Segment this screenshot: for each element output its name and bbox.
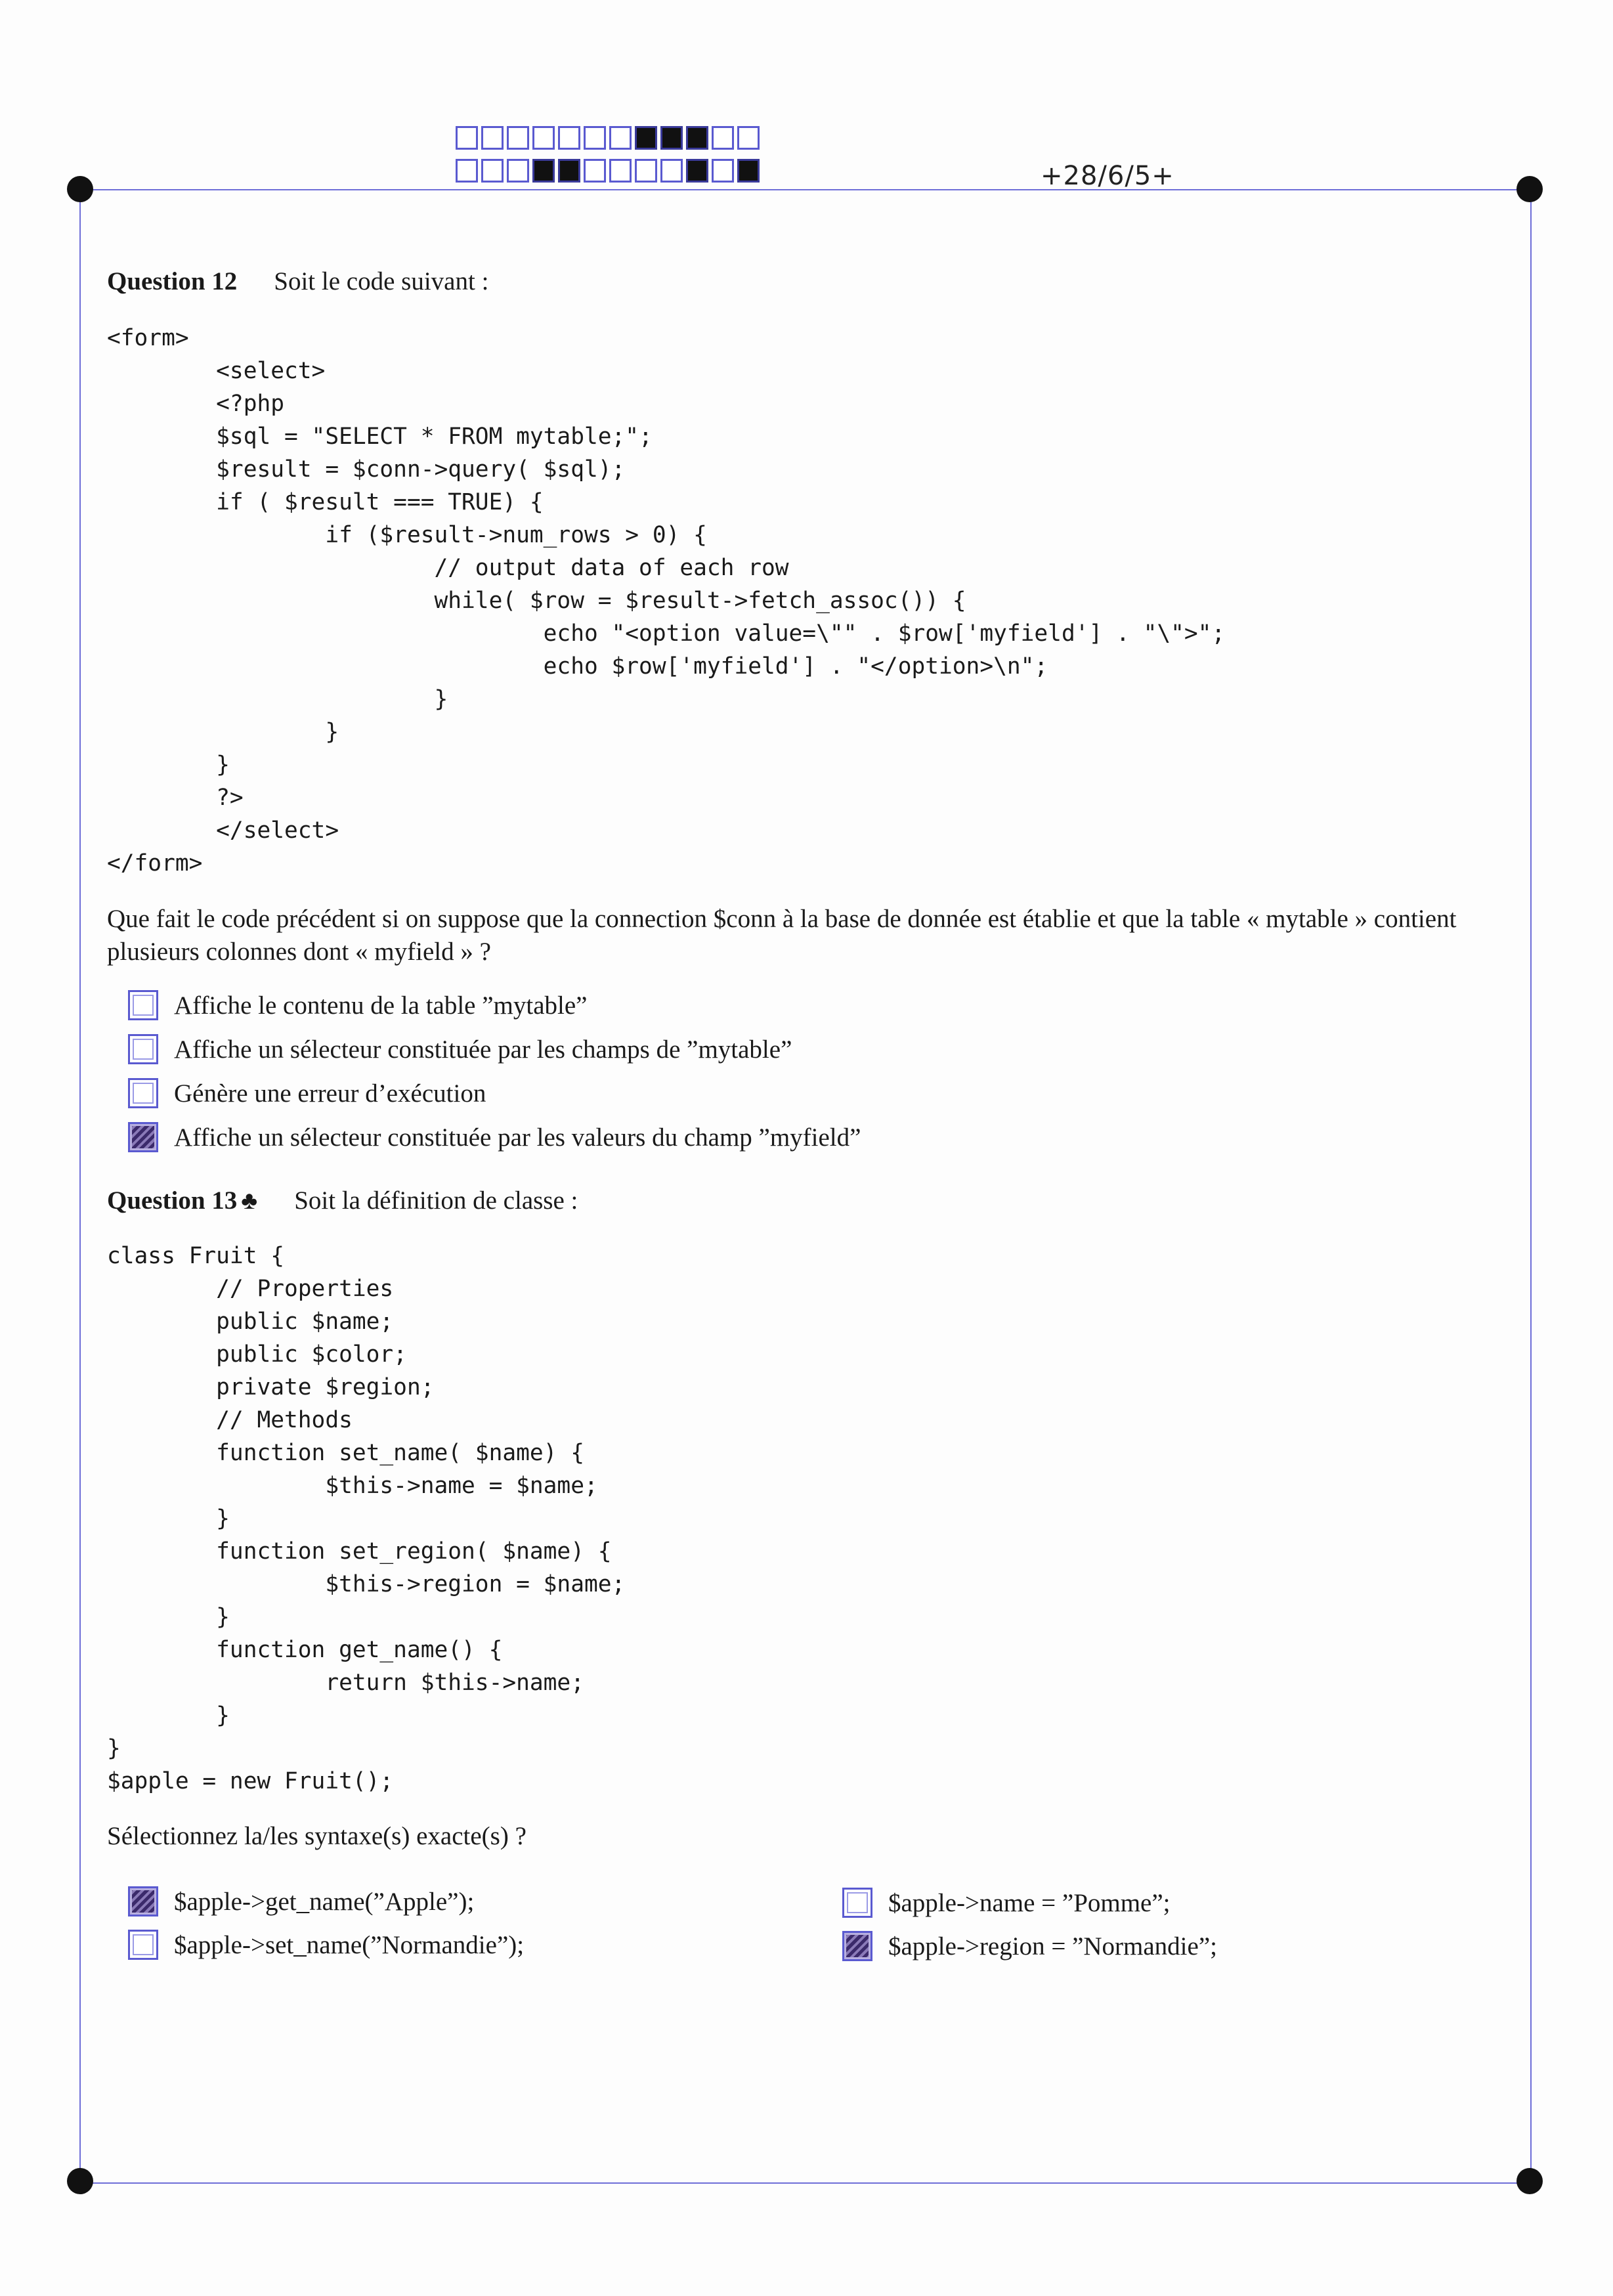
q12-choice-4-text: Affiche un sélecteur constituée par les valeurs du champ ”myfield”: [174, 1123, 861, 1152]
registration-mark-top-right: [1516, 176, 1543, 202]
id-box: [686, 126, 708, 150]
question-12-prompt: Que fait le code précédent si on suppose que la connection $conn à la base de donnée est établie et que la table « mytable » contient plusieurs colonnes dont « myfield » ?: [107, 905, 1457, 966]
id-box: [660, 159, 683, 183]
question-12-intro: Soit le code suivant :: [274, 267, 489, 295]
q13-choice-1-text: $apple->get_name(”Apple”);: [174, 1887, 475, 1916]
q13-choice-2-checkbox[interactable]: [128, 1930, 158, 1960]
id-box: [558, 159, 580, 183]
id-box: [712, 126, 734, 150]
q12-choice-4[interactable]: [128, 1122, 861, 1152]
id-box: [686, 159, 708, 183]
question-13-code: class Fruit { // Properties public $name; public $color; private $region; // Methods function set_name( $name) { $this->name = $name; } function set_region( $name) { $this->region = $name; } function get_name() { return $this->name; } } $apple = new Fruit();: [107, 1243, 626, 1794]
id-box: [507, 126, 529, 150]
id-box: [660, 126, 683, 150]
club-icon: ♣: [241, 1187, 258, 1215]
q13-choice-4-checkbox[interactable]: [842, 1931, 872, 1961]
question-12-code: <form> <select> <?php $sql = "SELECT * FROM mytable;"; $result = $conn->query( $sql); if ( $result === TRUE) { if ($result->num_rows > 0) { // output data of each row while( $row = $result->fetch_assoc()) { echo "<option value=\"" . $row['myfield'] . "\">"; echo $row['myfield'] . "</option>\n"; } } } ?> </select> </form>: [107, 325, 1226, 877]
id-box: [481, 126, 504, 150]
registration-mark-bottom-left: [67, 2168, 93, 2194]
q13-choice-4[interactable]: [842, 1931, 1217, 1961]
id-box-rows-2: [456, 159, 763, 183]
q13-choice-3-text: $apple->name = ”Pomme”;: [888, 1888, 1171, 1917]
id-box: [609, 126, 632, 150]
q12-choice-3-checkbox[interactable]: [128, 1078, 158, 1108]
question-13-prompt: Sélectionnez la/les syntaxe(s) exacte(s) ?: [107, 1822, 527, 1850]
id-box: [737, 159, 760, 183]
q12-choice-2-checkbox[interactable]: [128, 1034, 158, 1064]
id-box: [456, 126, 478, 150]
q12-choice-3-text: Génère une erreur d’exécution: [174, 1079, 486, 1108]
id-box: [737, 126, 760, 150]
q12-choice-2-text: Affiche un sélecteur constituée par les champs de ”mytable”: [174, 1035, 792, 1064]
question-13-intro: Soit la définition de classe :: [294, 1186, 578, 1215]
q12-choice-2[interactable]: [128, 1034, 792, 1064]
q12-choice-1-checkbox[interactable]: [128, 990, 158, 1020]
id-box: [507, 159, 529, 183]
question-13-label: Question 13 ♣: [107, 1186, 258, 1215]
q12-choice-1-text: Affiche le contenu de la table ”mytable”: [174, 991, 588, 1020]
id-box: [558, 126, 580, 150]
q13-choice-2[interactable]: [128, 1930, 524, 1960]
q13-choice-1-checkbox[interactable]: [128, 1886, 158, 1917]
id-box: [609, 159, 632, 183]
id-box: [584, 159, 606, 183]
id-box: [635, 126, 657, 150]
q13-choice-4-text: $apple->region = ”Normandie”;: [888, 1932, 1217, 1960]
registration-mark-bottom-right: [1516, 2168, 1543, 2194]
id-box-row-2: [456, 159, 763, 183]
q12-choice-1[interactable]: [128, 990, 587, 1020]
id-box: [712, 159, 734, 183]
question-13-heading: [107, 1186, 578, 1215]
id-box: [532, 159, 555, 183]
q13-choice-3[interactable]: [842, 1888, 1171, 1918]
registration-mark-top-left: [67, 176, 93, 202]
id-box: [635, 159, 657, 183]
q13-choice-1[interactable]: [128, 1886, 474, 1917]
q13-choice-3-checkbox[interactable]: [842, 1888, 872, 1918]
question-12-label: Question 12: [107, 267, 238, 295]
id-box: [532, 126, 555, 150]
q13-choice-2-text: $apple->set_name(”Normandie”);: [174, 1930, 525, 1959]
page-id: +28/6/5+: [1041, 161, 1174, 191]
id-box: [456, 159, 478, 183]
id-box-row-1: [456, 126, 763, 150]
id-box-rows: [456, 126, 763, 150]
q12-choice-4-checkbox[interactable]: [128, 1122, 158, 1152]
q12-choice-3[interactable]: [128, 1078, 486, 1108]
id-box: [584, 126, 606, 150]
question-12-heading: [107, 267, 488, 296]
id-box: [481, 159, 504, 183]
